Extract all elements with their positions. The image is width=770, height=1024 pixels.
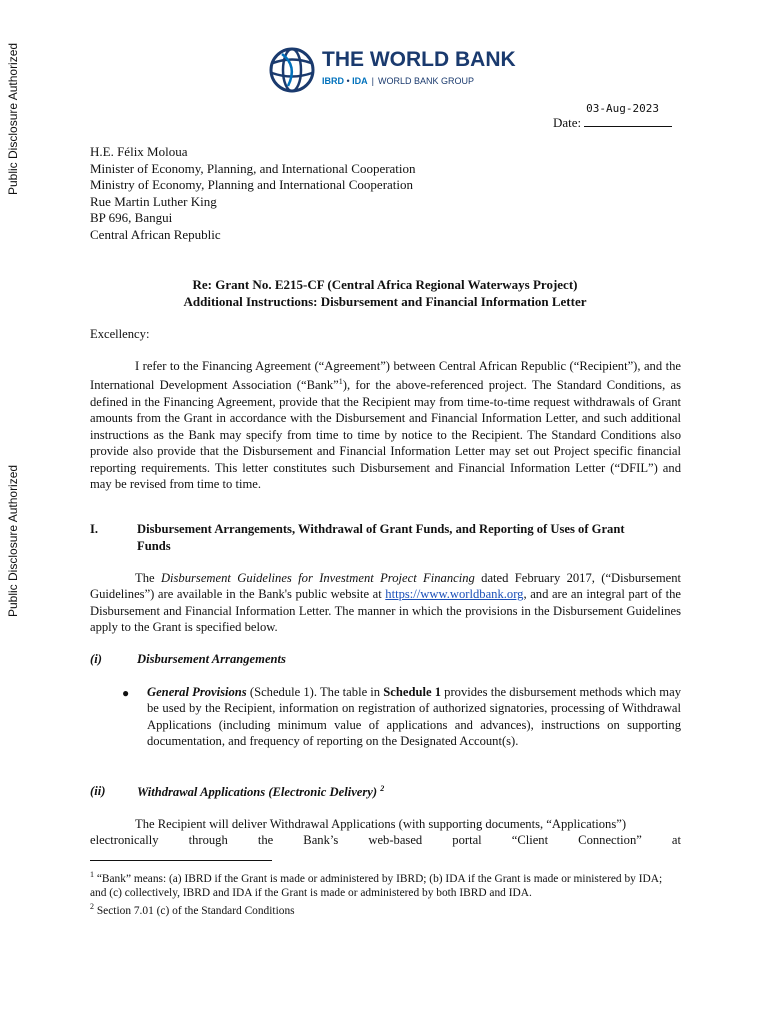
- globe-icon: [268, 46, 316, 94]
- withdrawal-paragraph-line-1: The Recipient will deliver Withdrawal Applications (with supporting documents, “Applications”): [135, 817, 627, 831]
- subsection-i-number: (i): [90, 652, 102, 666]
- address-line: Central African Republic: [90, 226, 221, 242]
- withdrawal-paragraph-line-2: electronically through the Bank’s web-based portal “Client Connection” at: [90, 833, 681, 847]
- date-label: Date:: [553, 115, 582, 130]
- subsection-ii-number: (ii): [90, 784, 106, 798]
- footnote-1: $^1$ “Bank” means: (a) IBRD if the Grant is made or administered by IBRD; (b) IDA if the Grant is made or ministered by IDA; and (c) collectively, IBRD and IDA if the Grant is made or administered by both IBRD and IDA.: [90, 870, 663, 900]
- general-provisions-paragraph: General Provisions (Schedule 1). The table in Schedule 1 provides the disbursement methods which may be used by the Recipient, information on registration of authorized signatories, processing of Withdrawal Applications (including minimum value of applications and advances), instructions on supporting documentation, and frequency of reporting on the Designated Account(s).: [147, 685, 681, 749]
- subsection-ii-title: Withdrawal Applications (Electronic Delivery) $^2$: [137, 784, 385, 800]
- address-line: H.E. Félix Moloua: [90, 144, 188, 159]
- address-line: BP 696, Bangui: [90, 210, 173, 225]
- address-line: Minister of Economy, Planning, and International Cooperation: [90, 160, 416, 176]
- address-line: Rue Martin Luther King: [90, 193, 217, 209]
- salutation: Excellency:: [90, 327, 150, 341]
- section-1-number: I.: [90, 522, 99, 536]
- logo-subtitle: IBRD • IDA | WORLD BANK GROUP: [322, 76, 475, 86]
- footnote-ref-1: 1: [338, 377, 343, 387]
- subject-line-2: Additional Instructions: Disbursement and Financial Information Letter: [183, 294, 587, 309]
- bullet-icon: ●: [122, 686, 130, 700]
- footnote-2: $^2$ Section 7.01 (c) of the Standard Conditions: [90, 902, 295, 917]
- date-value: 03-Aug-2023: [586, 102, 660, 115]
- disbursement-guidelines-paragraph: The Disbursement Guidelines for Investment Project Financing dated February 2017, (“Disbursement Guidelines”) are available in the Bank's public website at https://www.worldbank.org, and are an integral part of the Disbursement and Financial Information Letter. The manner in which the provisions in the Disbursement Guidelines apply to the Grant is specified below.: [90, 571, 682, 635]
- recipient-address: [90, 144, 416, 243]
- footnote-ref-2: 2: [380, 784, 385, 793]
- section-1-title: Disbursement Arrangements, Withdrawal of Grant Funds, and Reporting of Uses of Grant Funds: [137, 522, 625, 553]
- subject-line-1: Re: Grant No. E215-CF (Central Africa Regional Waterways Project): [192, 277, 578, 292]
- world-bank-logo: [268, 44, 516, 96]
- public-disclosure-label-top: Public Disclosure Authorized: [6, 42, 20, 195]
- subsection-i-title: Disbursement Arrangements: [137, 652, 286, 666]
- logo-title: THE WORLD BANK: [322, 48, 516, 71]
- worldbank-link[interactable]: https://www.worldbank.org: [385, 587, 524, 602]
- address-line: Ministry of Economy, Planning and International Cooperation: [90, 177, 414, 192]
- letter-date: [553, 102, 672, 131]
- footnote-divider: [90, 860, 272, 861]
- public-disclosure-label-middle: Public Disclosure Authorized: [6, 464, 20, 617]
- intro-paragraph: I refer to the Financing Agreement (“Agreement”) between Central African Republic (“Recipient”), and the International Development Association (“Bank”$^1$), for the above-referenced project. The Standard Conditions, as defined in the Financing Agreement, provide that the Recipient may from time-to-time request withdrawals of Grant amounts from the Grant in accordance with the Disbursement and Financial Information Letter, and such additional instructions as the Bank may specify from time to time by notice to the Recipient. The Standard Conditions also provide also provide that the Disbursement and Financial Information Letter may set out Project specific financial reporting requirements. This letter constitutes such Disbursement and Financial Information Letter (“DFIL”) and may be revised from time to time.: [90, 359, 681, 492]
